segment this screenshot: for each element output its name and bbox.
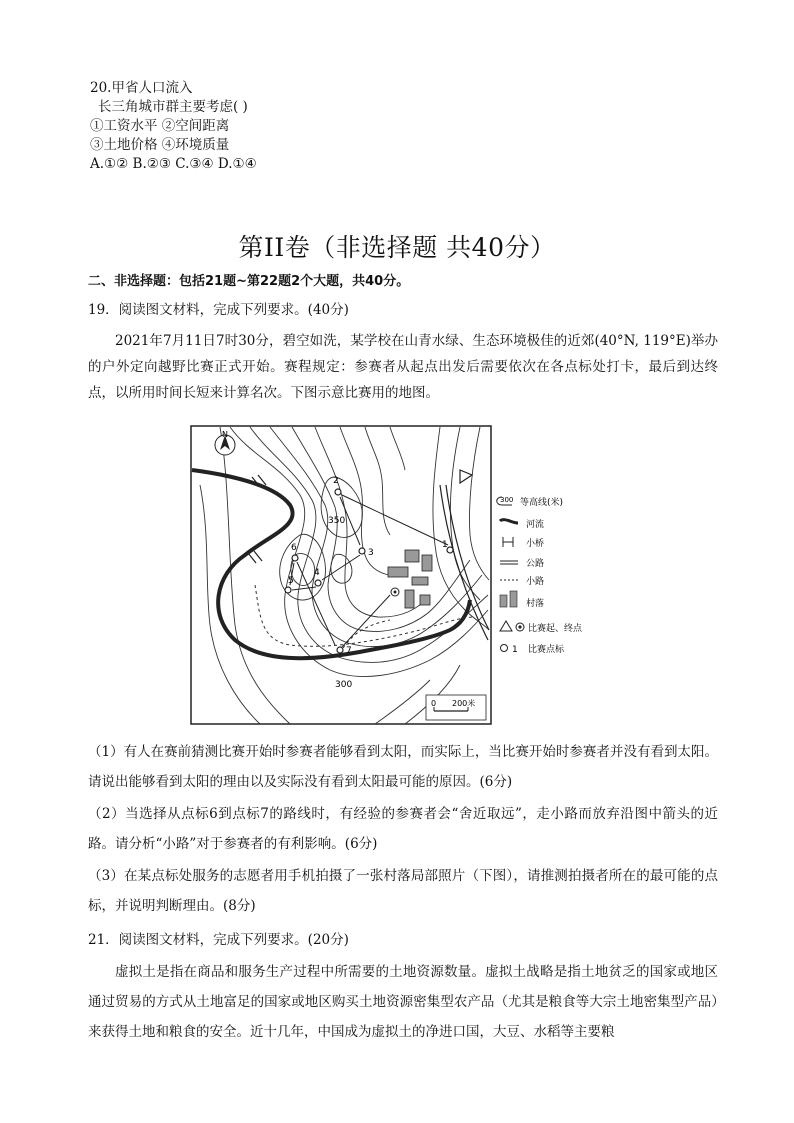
- svg-text:1: 1: [512, 645, 518, 655]
- svg-text:小桥: 小桥: [526, 539, 545, 549]
- point-label-3: 3: [368, 548, 374, 558]
- point-label-1: 1: [442, 540, 448, 550]
- map-legend: [497, 496, 583, 655]
- svg-text:0: 0: [431, 699, 437, 708]
- section-subtitle: 二、非选择题：包括21题~第22题2个大题，共40分。: [88, 274, 410, 289]
- q20-options-2: ③土地价格 ④环境质量: [90, 137, 230, 153]
- svg-text:公路: 公路: [526, 559, 545, 569]
- q19-heading: 19．阅读图文材料，完成下列要求。(40分): [88, 302, 349, 318]
- svg-text:比赛起、终点: 比赛起、终点: [528, 624, 583, 634]
- orienteering-map: [190, 425, 598, 725]
- q19-sub-1: （1）有人在赛前猜测比赛开始时参赛者能够看到太阳，而实际上，当比赛开始时参赛者并没有看到太阳。请说出能够看到太阳的理由以及实际没有看到太阳最可能的原因。(6分): [88, 744, 718, 790]
- svg-text:等高线(米): 等高线(米): [520, 498, 564, 508]
- svg-text:村落: 村落: [526, 599, 545, 609]
- svg-text:200米: 200米: [452, 699, 476, 708]
- contour-label-300: 300: [335, 680, 353, 690]
- q19-paragraph: 2021年7月11日7时30分，碧空如洗，某学校在山青水绿、生态环境极佳的近郊(40°N, 119°E)举办的户外定向越野比赛正式开始。赛程规定：参赛者从起点出发后需要依次在各点标处打卡，最后到达终点，以所用时间长短来计算名次。下图示意比赛用的地图。: [88, 333, 718, 401]
- contour-label-350: 350: [328, 516, 346, 526]
- q21-heading: 21．阅读图文材料，完成下列要求。(20分): [88, 932, 349, 948]
- svg-text:小路: 小路: [526, 577, 545, 587]
- svg-text:N: N: [222, 430, 228, 439]
- q21-paragraph: 虚拟土是指在商品和服务生产过程中所需要的土地资源数量。虚拟土战略是指土地贫乏的国家或地区通过贸易的方式从土地富足的国家或地区购买土地资源密集型农产品（尤其是粮食等大宗土地密集型产品）来获得土地和粮食的安全。近十几年，中国成为虚拟土的净进口国，大豆、水稻等主要粮: [88, 964, 718, 1040]
- point-label-2: 2: [333, 476, 339, 486]
- end-point-icon: [391, 588, 399, 596]
- q19-sub-2: （2）当选择从点标6到点标7的路线时，有经验的参赛者会“舍近取远”，走小路而放弃沿图中箭头的近路。请分析“小路”对于参赛者的有利影响。(6分): [88, 806, 718, 852]
- section-title: 第II卷（非选择题 共40分）: [238, 233, 556, 262]
- point-label-7: 7: [346, 646, 352, 656]
- q20-stem-2: 长三角城市群主要考虑( ): [98, 99, 248, 115]
- svg-text:比赛点标: 比赛点标: [528, 645, 565, 655]
- q20-choices: A.①② B.②③ C.③④ D.①④: [90, 156, 257, 172]
- q19-sub-3: （3）在某点标处服务的志愿者用手机拍摄了一张村落局部照片（下图），请推测拍摄者所在的最可能的点标，并说明判断理由。(8分): [88, 868, 718, 914]
- question-20: [90, 78, 257, 173]
- q20-options-1: ①工资水平 ②空间距离: [90, 118, 230, 134]
- svg-text:河流: 河流: [526, 520, 545, 530]
- point-label-4: 4: [314, 568, 320, 578]
- point-label-5: 5: [288, 576, 294, 586]
- svg-text:300: 300: [500, 496, 514, 504]
- q20-stem: 20.甲省人口流入: [90, 80, 193, 96]
- point-label-6: 6: [291, 543, 297, 553]
- scale-bar: [426, 695, 486, 720]
